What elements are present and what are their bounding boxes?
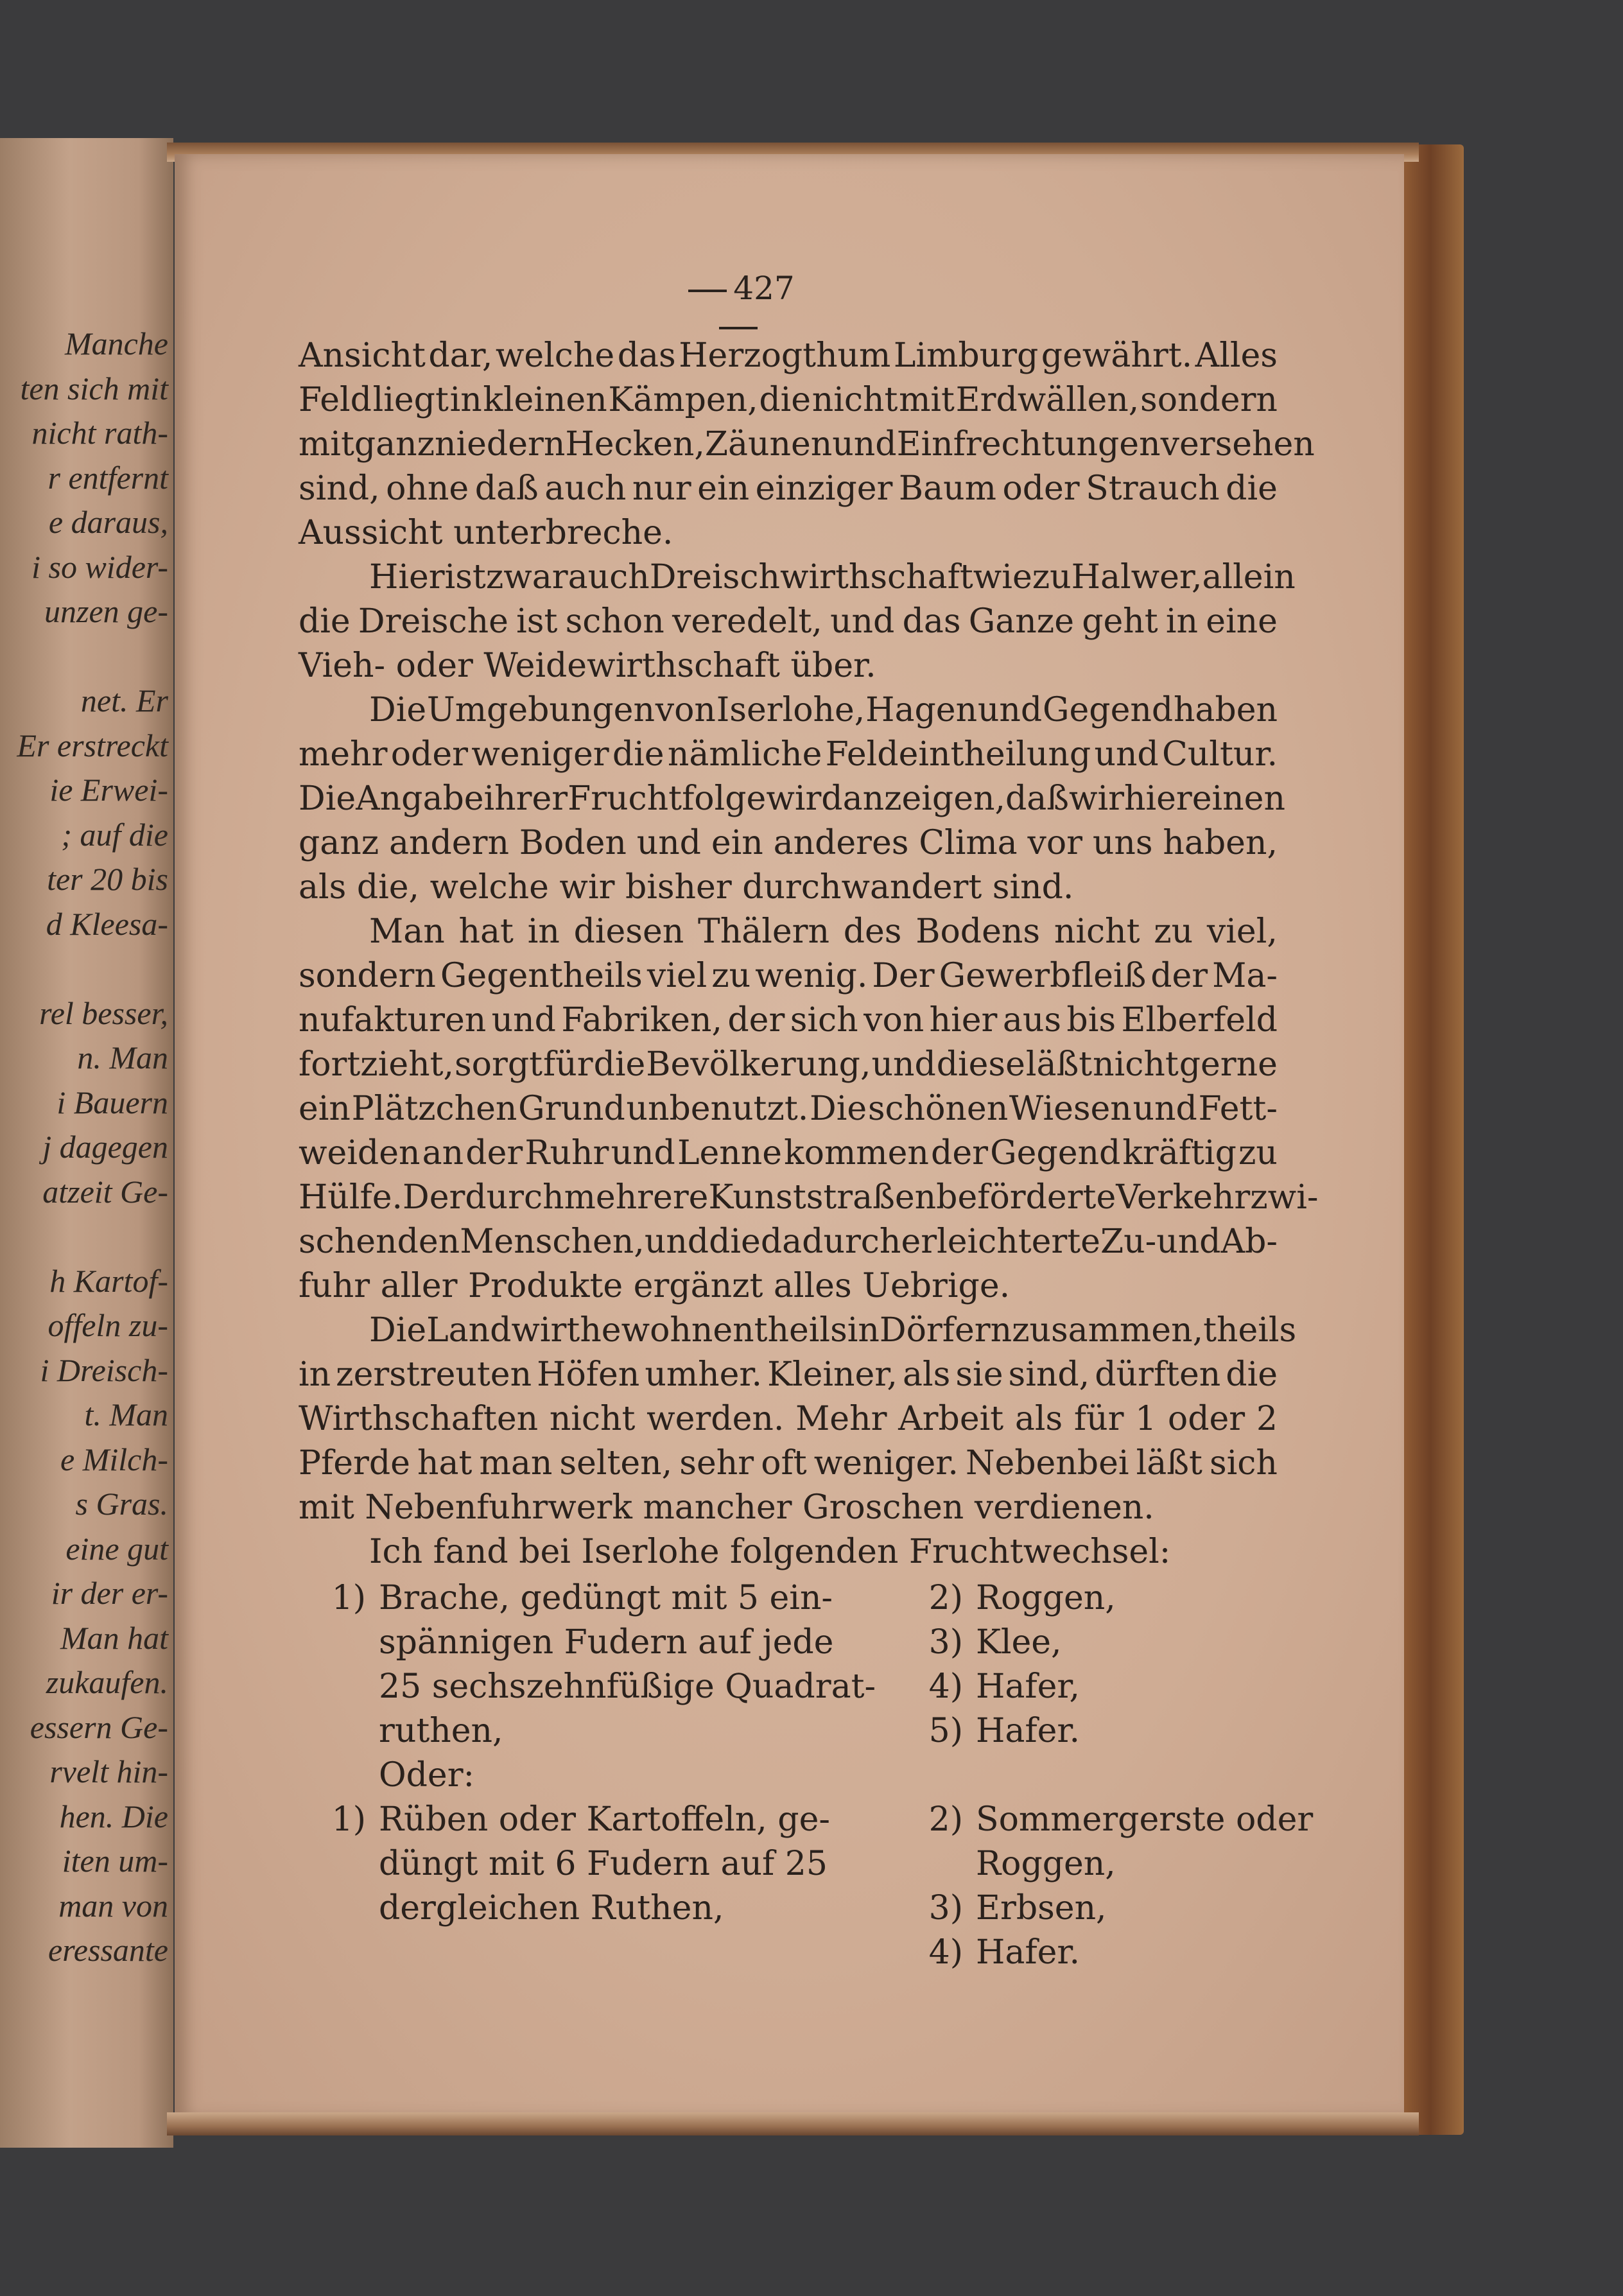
previous-page-fragment: offeln zu- [48,1307,168,1343]
rotation-item [912,1576,1116,1621]
previous-page-fragment: ten sich mit [20,370,168,406]
rotation-item [912,1798,1313,1842]
item-text: Brache, gedüngt mit 5 ein- [379,1579,833,1617]
text-line: als die, welche wir bisher durchwandert sind. [299,868,1074,907]
previous-page-fragment: e daraus, [48,504,168,540]
text-line: Hier ist zwar auch Dreischwirthschaft wie zu Halwer, allein [369,558,1296,596]
previous-page-fragment: Manche [64,326,168,361]
page-number-text: 427 [733,270,795,307]
rotation-1-left [315,1576,876,1753]
item-number: 1) [331,1800,366,1839]
dash-left [688,290,727,292]
text-line: Feld liegt in kleinen Kämpen, die nicht mit Erdwällen, sondern [299,381,1278,419]
item-number: 5) [928,1712,963,1750]
text-line: mit ganz niedern Hecken, Zäunen und Einfrechtungen versehen [299,425,1315,464]
previous-page-fragment: unzen ge- [44,593,168,629]
page-number [674,270,803,344]
text-line: Hülfe. Der durch mehrere Kunststraßen beförderte Verkehr zwi- [299,1178,1319,1217]
previous-page-fragment: d Kleesa- [46,905,168,942]
previous-page-fragment: nicht rath- [31,415,168,451]
rotation-item [912,1931,1313,1975]
text-line: Wirthschaften nicht werden. Mehr Arbeit als für 1 oder 2 [299,1400,1278,1438]
item-text: düngt mit 6 Fudern auf 25 [379,1845,828,1883]
previous-page-fragment: Er erstreckt [17,727,168,763]
text-line: die Dreische ist schon veredelt, und das Ganze geht in eine [299,602,1278,641]
previous-page-fragment: ter 20 bis [47,861,168,897]
previous-page-fragment: i so wider- [31,548,168,585]
previous-page-fragment: r entfernt [48,459,168,496]
previous-page-fragment: essern Ge- [30,1709,168,1745]
text-line: nufakturen und Fabriken, der sich von hier aus bis Elberfeld [299,1001,1278,1039]
item-text: dergleichen Ruthen, [379,1889,724,1927]
item-number: 3) [928,1889,963,1927]
previous-page-fragment: rvelt hin- [49,1753,168,1789]
rotation-item-line [315,1621,876,1665]
rotation-item [912,1842,1313,1886]
previous-page-fragment: iten um- [62,1843,168,1879]
previous-page-fragment: net. Er [80,683,168,718]
item-text: Roggen, [976,1845,1116,1883]
previous-page-fragment: n. Man [77,1039,168,1075]
previous-page-fragment: e Milch- [60,1441,168,1477]
previous-page-fragment: eressante [48,1932,168,1968]
cover-board-bottom [167,2112,1419,2135]
text-line: Pferde hat man selten, sehr oft weniger. Nebenbei läßt sich [299,1444,1278,1483]
previous-page-fragment: j dagegen [42,1129,168,1165]
item-text: Hafer. [976,1933,1081,1972]
text-line: Vieh- oder Weidewirthschaft über. [299,647,876,685]
body-text [299,334,1319,1574]
text-line: Ansicht dar, welche das Herzogthum Limburg gewährt. Alles [299,336,1278,375]
item-text: spännigen Fudern auf jede [379,1623,834,1662]
item-number: 2) [928,1579,963,1617]
item-number: 4) [928,1667,963,1706]
rotation-item-line [315,1798,830,1842]
previous-page-fragment: zukaufen. [46,1664,168,1700]
text-line: ein Plätzchen Grund unbenutzt. Die schönen Wiesen und Fett- [299,1090,1278,1128]
text-line: fuhr aller Produkte ergänzt alles Uebrige. [299,1267,1011,1305]
oder-text: Oder: [379,1756,475,1795]
previous-page-fragment: eine gut [65,1530,168,1567]
text-line: sondern Gegentheils viel zu wenig. Der Gewerbfleiß der Ma- [299,957,1278,995]
item-text: Sommergerste oder [976,1800,1314,1839]
rotation-item-line [315,1709,876,1753]
text-line: schen den Menschen, und die dadurch erleichterte Zu- und Ab- [299,1222,1278,1261]
rotation-item-line [315,1886,830,1931]
text-line: Die Landwirthe wohnen theils in Dörfern zusammen, theils [369,1311,1297,1350]
previous-page-fragment: hen. Die [59,1798,168,1834]
rotation-item-line [315,1665,876,1709]
rotation-1-right [912,1576,1116,1753]
previous-page-fragment: i Dreisch- [40,1352,168,1388]
rotation-item [912,1886,1313,1931]
item-text: Roggen, [976,1579,1116,1617]
text-line: Die Angabe ihrer Fruchtfolge wird anzeigen, daß wir hier einen [299,779,1285,818]
previous-page-fragment: ; auf die [61,816,168,853]
item-text: ruthen, [379,1712,503,1750]
previous-page-fragment: ie Erwei- [49,772,168,808]
rotation-2-left [315,1798,830,1931]
item-text: Erbsen, [976,1889,1107,1927]
previous-page-fragment: man von [58,1887,168,1924]
text-line: mehr oder weniger die nämliche Feldeintheilung und Cultur. [299,735,1278,774]
previous-page-fragment: h Kartof- [49,1262,168,1299]
previous-page-strip [0,138,173,2148]
rotation-item [912,1709,1116,1753]
text-line: in zerstreuten Höfen umher. Kleiner, als sie sind, dürften die [299,1355,1278,1394]
rotation-2-right [912,1798,1313,1975]
item-number: 2) [928,1800,963,1839]
previous-page-fragment: Man hat [60,1619,168,1656]
rotation-item-line [315,1576,876,1621]
previous-page-fragment: t. Man [84,1396,168,1432]
previous-page-fragment: atzeit Ge- [42,1173,168,1210]
previous-page-fragment: s Gras. [75,1486,168,1522]
rotation-item [912,1665,1116,1709]
text-line: weiden an der Ruhr und Lenne kommen der Gegend kräftig zu [299,1134,1278,1172]
rotation-item [912,1621,1116,1665]
previous-page-fragment: rel besser, [39,995,168,1031]
item-number: 1) [331,1579,366,1617]
text-line: ganz andern Boden und ein anderes Clima vor uns haben, [299,824,1278,862]
text-line: Ich fand bei Iserlohe folgenden Fruchtwechsel: [369,1533,1171,1571]
text-line: mit Nebenfuhrwerk mancher Groschen verdienen. [299,1488,1154,1527]
dash-right [719,327,758,329]
previous-page-fragment: ir der er- [51,1575,168,1611]
previous-page-fragment: i Bauern [56,1084,168,1120]
oder-label [379,1753,474,1798]
rotation-item-line [315,1842,830,1886]
text-line: fortzieht, sorgt für die Bevölkerung, und diese läßt nicht gerne [299,1045,1278,1084]
item-number: 3) [928,1623,963,1662]
item-text: Klee, [976,1623,1062,1662]
text-line: Man hat in diesen Thälern des Bodens nicht zu viel, [369,912,1278,951]
item-number: 4) [928,1933,963,1972]
item-text: 25 sechszehnfüßige Quadrat- [379,1667,876,1706]
item-text: Hafer. [976,1712,1081,1750]
text-line: sind, ohne daß auch nur ein einziger Baum oder Strauch die [299,469,1278,508]
item-text: Hafer, [976,1667,1081,1706]
item-text: Rüben oder Kartoffeln, ge- [379,1800,830,1839]
text-line: Die Umgebungen von Iserlohe, Hagen und Gegend haben [369,691,1278,729]
text-line: Aussicht unterbreche. [299,514,673,552]
